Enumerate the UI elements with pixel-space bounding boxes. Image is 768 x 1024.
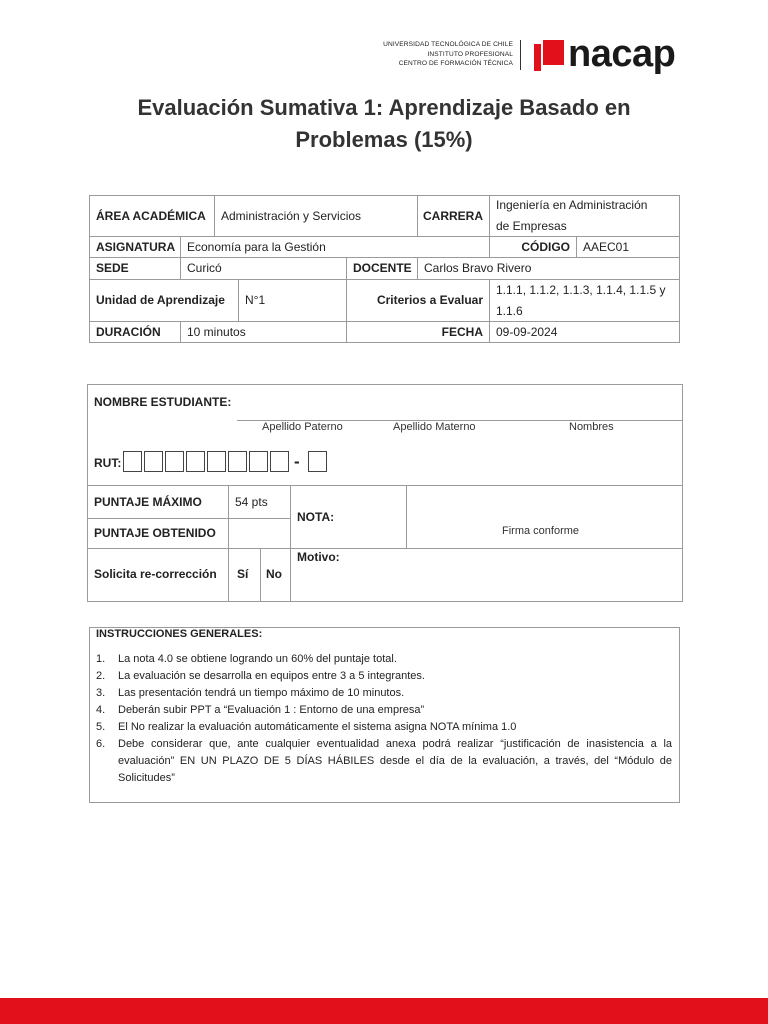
page-title: [60, 92, 708, 156]
carrera-value-line-1: Ingeniería en Administración: [496, 198, 648, 212]
criterios-label: Criterios a Evaluar: [346, 279, 490, 322]
rut-digit-box[interactable]: [144, 451, 163, 472]
fecha-label: FECHA: [346, 321, 490, 343]
firma-conforme-caption: Firma conforme: [502, 525, 580, 537]
col-divider: [260, 548, 261, 602]
duracion-label: DURACIÓN: [89, 321, 181, 343]
institution-lines: [383, 40, 513, 69]
list-item: [96, 702, 672, 719]
list-number: 6.: [96, 738, 106, 750]
rut-digit-box[interactable]: [270, 451, 289, 472]
rut-digit-box[interactable]: [207, 451, 226, 472]
unidad-label: Unidad de Aprendizaje: [89, 279, 239, 322]
rut-digit-box[interactable]: [249, 451, 268, 472]
rut-digit-box[interactable]: [186, 451, 205, 472]
list-item-text: El No realizar la evaluación automáticamente el sistema asigna NOTA mínima 1.0: [118, 721, 517, 733]
instructions-list: [96, 651, 672, 787]
col-divider: [228, 485, 229, 602]
institution-line-1: UNIVERSIDAD TECNOLÓGICA DE CHILE: [383, 41, 513, 48]
docente-label: DOCENTE: [346, 257, 418, 280]
logo-divider: [520, 40, 521, 70]
area-academica-label: ÁREA ACADÉMICA: [89, 195, 215, 237]
carrera-value: [489, 195, 680, 237]
apellido-paterno-caption: Apellido Paterno: [262, 421, 343, 433]
col-divider: [290, 485, 291, 602]
puntaje-maximo-value: 54 pts: [235, 495, 268, 509]
list-item-text: Las presentación tendrá un tiempo máximo de 10 minutos.: [118, 687, 405, 699]
rut-digit-box[interactable]: [228, 451, 247, 472]
title-line-1: Evaluación Sumativa 1: Aprendizaje Basado en: [137, 95, 631, 120]
footer-brand-bar: [0, 998, 768, 1024]
list-item-text: La nota 4.0 se obtiene logrando un 60% del puntaje total.: [118, 653, 397, 665]
puntaje-obtenido-label: PUNTAJE OBTENIDO: [94, 526, 216, 540]
area-academica-value: Administración y Servicios: [214, 195, 418, 237]
sede-value: Curicó: [180, 257, 347, 280]
institution-line-3: CENTRO DE FORMACIÓN TÉCNICA: [398, 60, 513, 68]
row-divider: [87, 485, 683, 486]
rut-dash: -: [294, 452, 300, 471]
list-item: [96, 685, 672, 702]
list-item: [96, 719, 672, 736]
carrera-label: CARRERA: [417, 195, 490, 237]
no-option[interactable]: No: [266, 567, 282, 581]
codigo-value: AAEC01: [576, 236, 680, 258]
unidad-value: N°1: [238, 279, 347, 322]
instructions-title: INSTRUCCIONES GENERALES:: [96, 628, 263, 640]
puntaje-maximo-label: PUNTAJE MÁXIMO: [94, 495, 202, 509]
rut-verifier-box[interactable]: [308, 451, 327, 472]
list-item-text: Deberán subir PPT a “Evaluación 1 : Entorno de una empresa”: [118, 704, 425, 716]
row-divider: [87, 548, 683, 549]
apellido-materno-caption: Apellido Materno: [393, 421, 476, 433]
list-number: 5.: [96, 721, 106, 733]
criterios-value-line-1: 1.1.1, 1.1.2, 1.1.3, 1.1.4, 1.1.5 y: [496, 282, 666, 297]
si-option[interactable]: Sí: [237, 567, 249, 581]
codigo-label: CÓDIGO: [489, 236, 577, 258]
nombres-caption: Nombres: [569, 421, 614, 433]
docente-value: Carlos Bravo Rivero: [417, 257, 680, 280]
rut-digit-box[interactable]: [165, 451, 184, 472]
duracion-value: 10 minutos: [180, 321, 347, 343]
list-number: 3.: [96, 687, 106, 699]
row-divider: [87, 518, 291, 519]
col-divider: [406, 485, 407, 548]
re-correccion-label: Solicita re-corrección: [94, 567, 217, 581]
nombre-estudiante-label: NOMBRE ESTUDIANTE:: [94, 395, 232, 409]
rut-label: RUT:: [94, 456, 122, 470]
carrera-value-line-2: de Empresas: [496, 219, 567, 233]
sede-label: SEDE: [89, 257, 181, 280]
rut-digit-box[interactable]: [123, 451, 142, 472]
fecha-value: 09-09-2024: [489, 321, 680, 343]
list-item: [96, 736, 672, 787]
list-number: 2.: [96, 670, 106, 682]
institution-line-2: INSTITUTO PROFESIONAL: [427, 50, 513, 58]
criterios-value-line-2: 1.1.6: [496, 303, 523, 318]
list-item-text: Debe considerar que, ante cualquier eventualidad anexa podrá realizar “justificación de inasistencia a la evaluación” EN UN PLAZO DE 5 DÍAS HÁBILES desde el día de la evaluación, a través, del “Módulo de Solicitudes”: [118, 738, 672, 784]
asignatura-label: ASIGNATURA: [89, 236, 181, 258]
motivo-label: Motivo:: [297, 550, 340, 564]
list-number: 4.: [96, 704, 106, 716]
list-item: [96, 651, 672, 668]
list-item-text: La evaluación se desarrolla en equipos entre 3 a 5 integrantes.: [118, 670, 425, 682]
inacap-logo-text: nacap: [568, 33, 676, 75]
criterios-value: [489, 279, 680, 322]
title-line-2: Problemas (15%): [295, 127, 473, 152]
list-item: [96, 668, 672, 685]
asignatura-value: Economía para la Gestión: [180, 236, 490, 258]
inacap-logo-icon: [534, 40, 564, 73]
list-number: 1.: [96, 653, 106, 665]
nota-label: NOTA:: [297, 510, 335, 524]
